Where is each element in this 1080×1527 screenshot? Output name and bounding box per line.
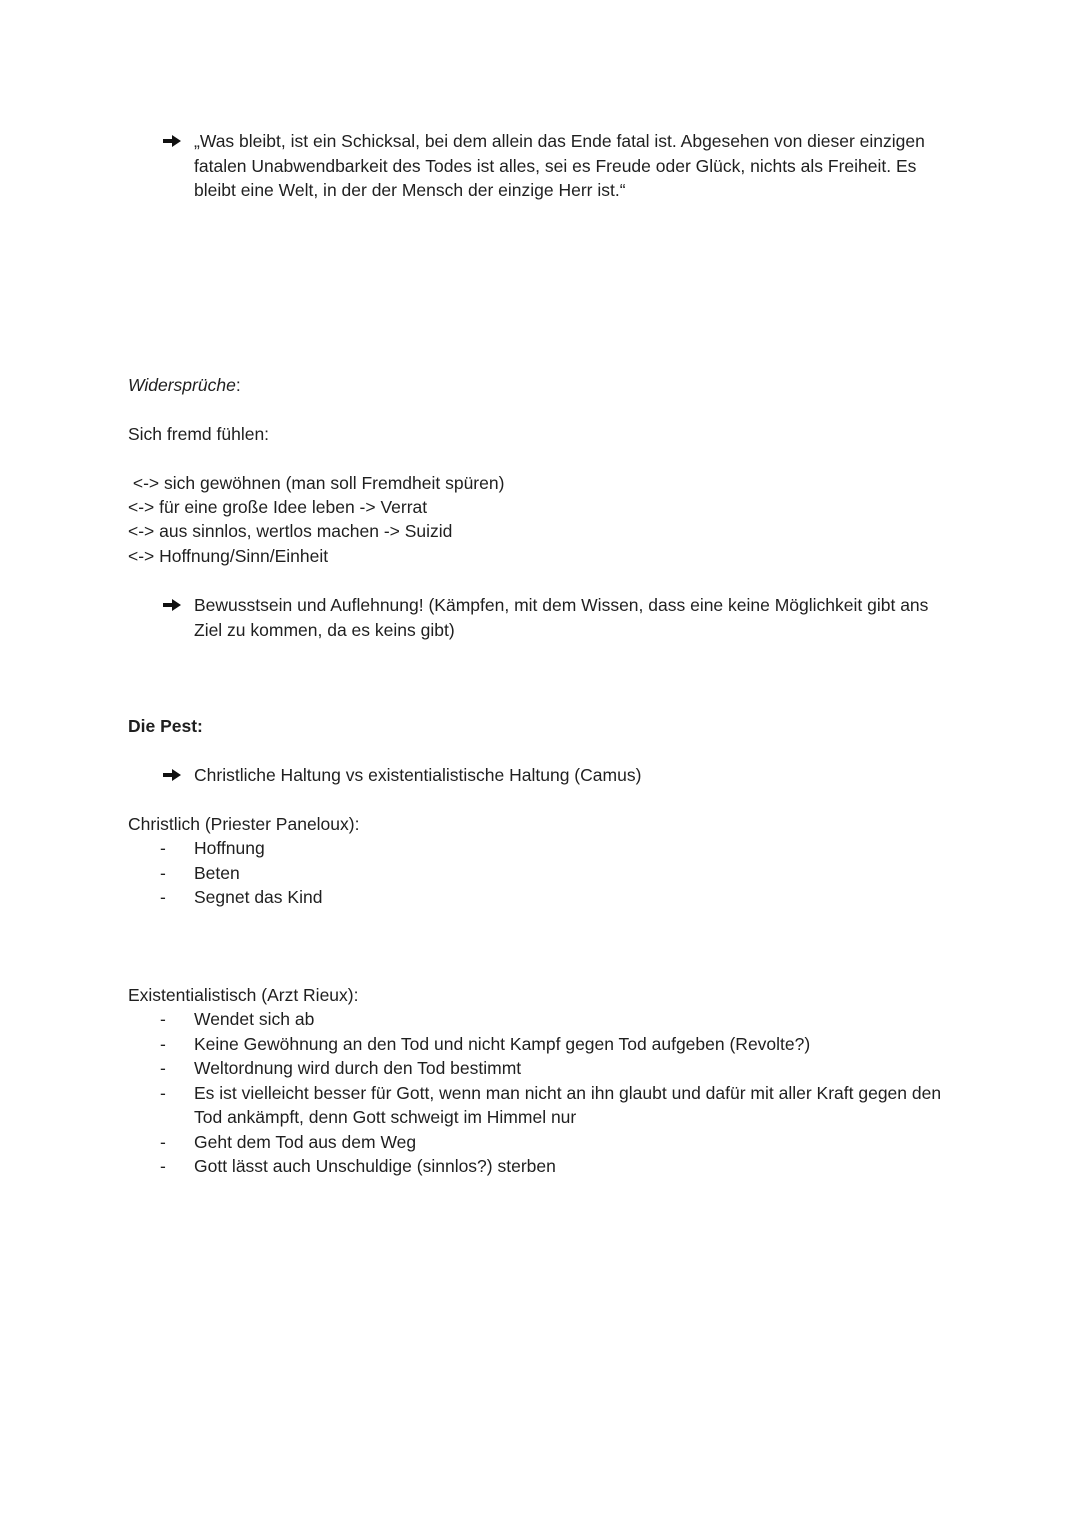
list-item [128,861,968,886]
list-item-text: Segnet das Kind [194,887,323,907]
list-item-text: Geht dem Tod aus dem Weg [194,1131,417,1152]
dash-bullet: - [160,1156,166,1176]
dash-bullet: - [160,838,166,858]
dash-bullet: - [160,1009,166,1029]
widersprueche-heading [128,373,241,398]
fremd-heading: Sich fremd fühlen: [128,424,270,444]
dash-bullet: - [160,1058,166,1078]
list-item-text: Keine Gewöhnung an den Tod und nicht Kampf gegen Tod aufgeben (Revolte?) [194,1033,811,1054]
list-item [128,1081,968,1130]
contrast-line: <-> Hoffnung/Sinn/Einheit [128,546,329,566]
dash-bullet: - [160,1131,166,1152]
existentialistisch-heading: Existentialistisch (Arzt Rieux): [128,985,359,1005]
list-item [128,836,968,861]
quote-block [162,129,962,203]
list-item [128,1154,968,1179]
list-item [128,1032,968,1057]
list-item [128,1130,968,1155]
list-item-text: Gott lässt auch Unschuldige (sinnlos?) sterben [194,1156,556,1176]
arrow-right-icon [162,763,184,782]
list-item-text: Es ist vielleicht besser für Gott, wenn man nicht an ihn glaubt und dafür mit aller Kraft gegen den Tod ankämpft, denn Gott schweigt im Himmel nur [194,1082,942,1127]
arrow-right-icon [162,129,184,148]
existentialistisch-list [128,1007,968,1179]
list-item-text: Weltordnung wird durch den Tod bestimmt [194,1058,522,1078]
dash-bullet: - [160,1082,166,1103]
list-item [128,1056,968,1081]
contrast-line: <-> aus sinnlos, wertlos machen -> Suizid [128,521,453,541]
contrast-line: <-> für eine große Idee leben -> Verrat [128,497,428,517]
list-item-text: Hoffnung [194,838,265,858]
list-item [128,885,968,910]
conclusion-block [162,593,952,642]
dash-bullet: - [160,1033,166,1054]
conclusion-text: Bewusstsein und Auflehnung! (Kämpfen, mit dem Wissen, dass eine keine Möglichkeit gibt ans Ziel zu kommen, da es keins gibt) [194,595,929,640]
widersprueche-heading-colon: : [235,375,241,395]
dash-bullet: - [160,862,166,883]
haltung-contrast-block [162,763,962,788]
pest-heading: Die Pest: [128,716,203,736]
christlich-heading: Christlich (Priester Paneloux): [128,814,360,834]
list-item-text: Wendet sich ab [194,1009,315,1029]
arrow-right-icon [162,593,184,612]
contrast-line: <-> sich gewöhnen (man soll Fremdheit spüren) [128,473,505,493]
list-item [128,1007,968,1032]
haltung-contrast-text: Christliche Haltung vs existentialistische Haltung (Camus) [194,765,642,785]
dash-bullet: - [160,887,166,907]
christlich-list [128,836,968,910]
widersprueche-heading-text: Widersprüche [128,375,236,395]
quote-text: „Was bleibt, ist ein Schicksal, bei dem allein das Ende fatal ist. Abgesehen von dieser einzigen fatalen Unabwendbarkeit des Todes ist alles, sei es Freude oder Glück, nichts als Freiheit. Es bleibt eine Welt, in der der Mensch der einzige Herr ist.“ [194,131,925,200]
list-item-text: Beten [194,862,240,883]
